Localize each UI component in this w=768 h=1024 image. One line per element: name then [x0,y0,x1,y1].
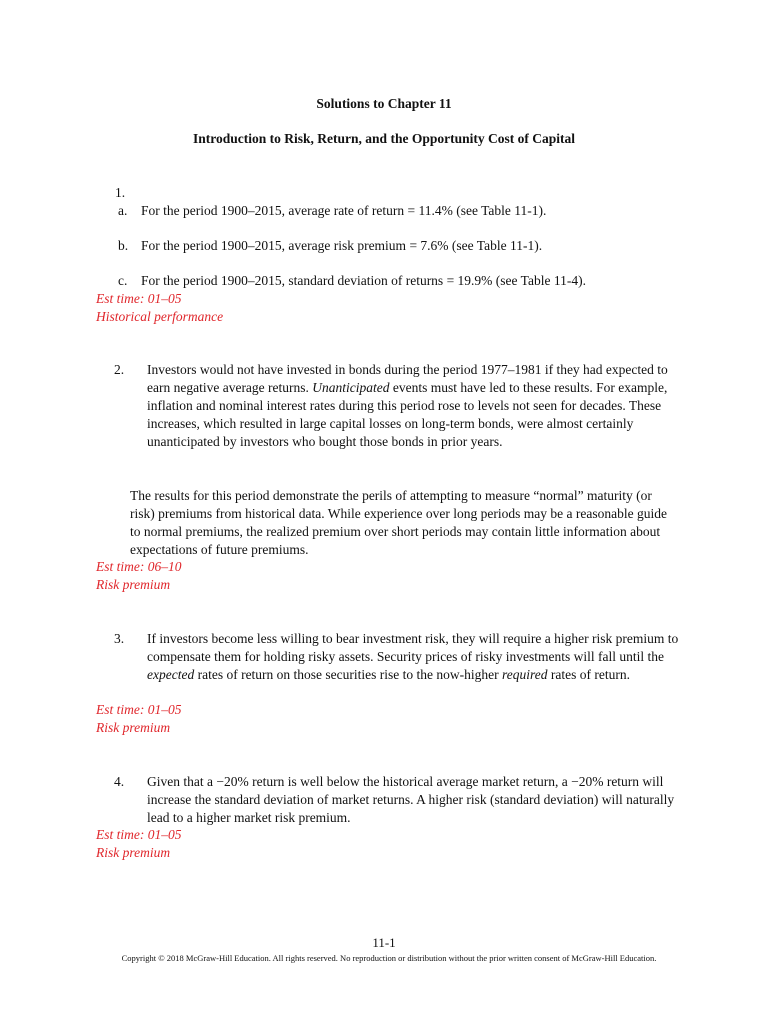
item-b-text: For the period 1900–2015, average risk premium = 7.6% (see Table 11-1). [141,238,543,253]
est-time: Est time: 01–05 [96,827,182,842]
item-label-a: a. [118,203,128,218]
page-number: 11-1 [372,935,396,950]
topic-label: Risk premium [96,720,171,735]
question-number: 2. [114,362,125,377]
answer-paragraph: The results for this period demonstrate the perils of attempting to measure “normal” maturity (or risk) premiums from historical data. While experience over long periods may be a reasonable guide to normal premiums, the realized premium over short periods may contain little information about expectations of future premiums. [130,488,667,557]
emphasis: expected [147,667,195,682]
topic-label: Risk premium [96,577,171,592]
emphasis: Unanticipated [312,380,390,395]
answer-paragraph: If investors become less willing to bear investment risk, they will require a higher risk premium to compensate them for holding risky assets. Security prices of risky investments will fall until the expected rates of return on those securities rise to the now-higher required rates of return. [147,631,679,682]
est-time: Est time: 06–10 [96,559,182,574]
answer-paragraph: Investors would not have invested in bonds during the period 1977–1981 if they had expected to earn negative average returns. Unanticipated events must have led to these results. For example, inflation and nominal interest rates during this period rose to levels not seen for decades. These increases, which resulted in large capital losses on long-term bonds, were almost certainly unanticipated by investors who bought those bonds in prior years. [147,362,668,449]
topic-label: Risk premium [96,845,171,860]
item-label-b: b. [118,238,129,253]
chapter-title: Solutions to Chapter 11 [316,96,452,111]
est-time: Est time: 01–05 [96,291,182,306]
topic-label: Historical performance [96,309,224,324]
question-number: 1. [115,185,126,200]
answer-paragraph: Given that a −20% return is well below the historical average market return, a −20% return will increase the standard deviation of market returns. A higher risk (standard deviation) will naturally lead to a higher market risk premium. [147,774,675,825]
item-c-text: For the period 1900–2015, standard deviation of returns = 19.9% (see Table 11-4). [141,273,586,288]
question-number: 4. [114,774,125,789]
est-time: Est time: 01–05 [96,702,182,717]
item-label-c: c. [118,273,128,288]
question-number: 3. [114,631,125,646]
chapter-subtitle: Introduction to Risk, Return, and the Opportunity Cost of Capital [193,131,575,146]
copyright-notice: Copyright © 2018 McGraw-Hill Education. All rights reserved. No reproduction or distribution without the prior written consent of McGraw-Hill Education. [121,953,657,963]
emphasis: required [502,667,548,682]
item-a-text: For the period 1900–2015, average rate of return = 11.4% (see Table 11-1). [141,203,547,218]
